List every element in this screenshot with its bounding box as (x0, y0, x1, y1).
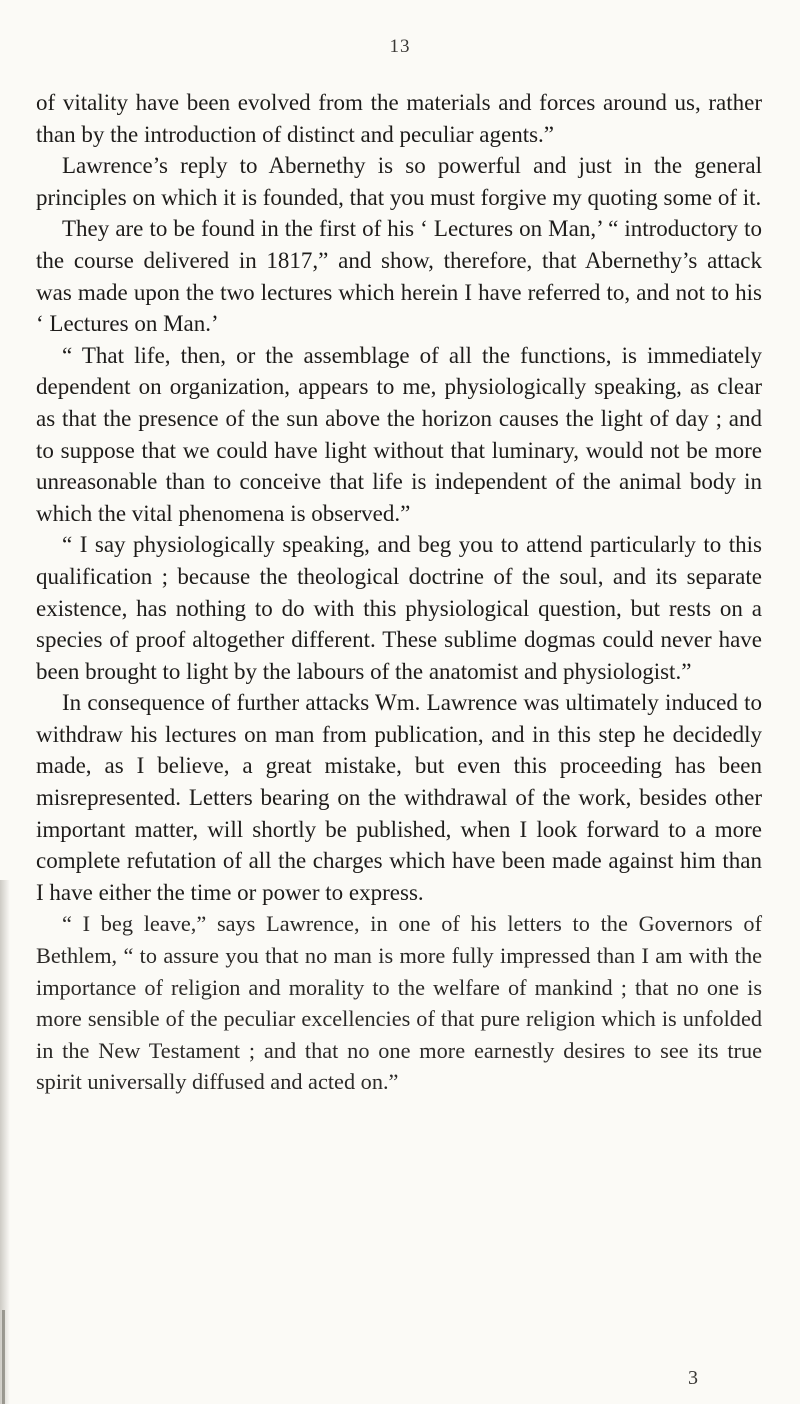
paragraph-quote-physiologically: “ I say physiologically speaking, and beg you to attend particularly to this qualification ; because the theological doctrine of the soul, and its separate existence, has nothing to do with this physiological question, but rests on a species of proof altogether different. These sublime dogmas could never have been brought to light by the labours of the anatomist and physiologist.” (36, 532, 762, 684)
paragraph-quote-life-organization: “ That life, then, or the assemblage of all the functions, is immediately dependent on organization, appears to me, physiologically speaking, as clear as that the presence of the sun above the horizon causes the light of day ; and to suppose that we could have light without that luminary, would not be more unreasonable than to conceive that life is independent of the animal body in which the vital phenomena is observed.” (36, 342, 762, 526)
page-number: 13 (389, 36, 411, 57)
signature-mark: 3 (688, 1367, 698, 1389)
paragraph-withdrawal: In consequence of further attacks Wm. Lawrence was ultimately induced to withdraw his lectures on man from publication, and in this step he decidedly made, as I believe, a great mistake, but even this proceeding has been misrepresented. Letters bearing on the withdrawal of the work, besides other important matter, will shortly be published, when I look forward to a more complete refutation of all the charges which have been made against him than I have either the time or power to express. (36, 690, 762, 905)
paragraph-continuation: of vitality have been evolved from the materials and forces around us, rather than by the introduction of distinct and peculiar agents.” (36, 90, 762, 147)
paragraph-letter-governors: “ I beg leave,” says Lawrence, in one of his letters to the Governors of Bethlem, “ to assure you that no man is more fully impressed than I am with the importance of religion and morality to the welfare of mankind ; that no one is more sensible of the peculiar excellencies of that pure religion which is unfolded in the New Testament ; and that no one more earnestly desires to see its true spirit universally diffused and acted on.” (36, 911, 762, 1095)
paragraph-lawrence-reply: Lawrence’s reply to Abernethy is so powerful and just in the general principles on which it is founded, that you must forgive my quoting some of it. (36, 153, 762, 210)
body-text (36, 87, 762, 1098)
paragraph-lectures-on-man: They are to be found in the first of his ‘ Lectures on Man,’ “ introductory to the course delivered in 1817,” and show, therefore, that Abernethy’s attack was made upon the two lectures which herein I have referred to, and not to his ‘ Lectures on Man.’ (36, 216, 762, 337)
page-edge-line (2, 1310, 5, 1404)
